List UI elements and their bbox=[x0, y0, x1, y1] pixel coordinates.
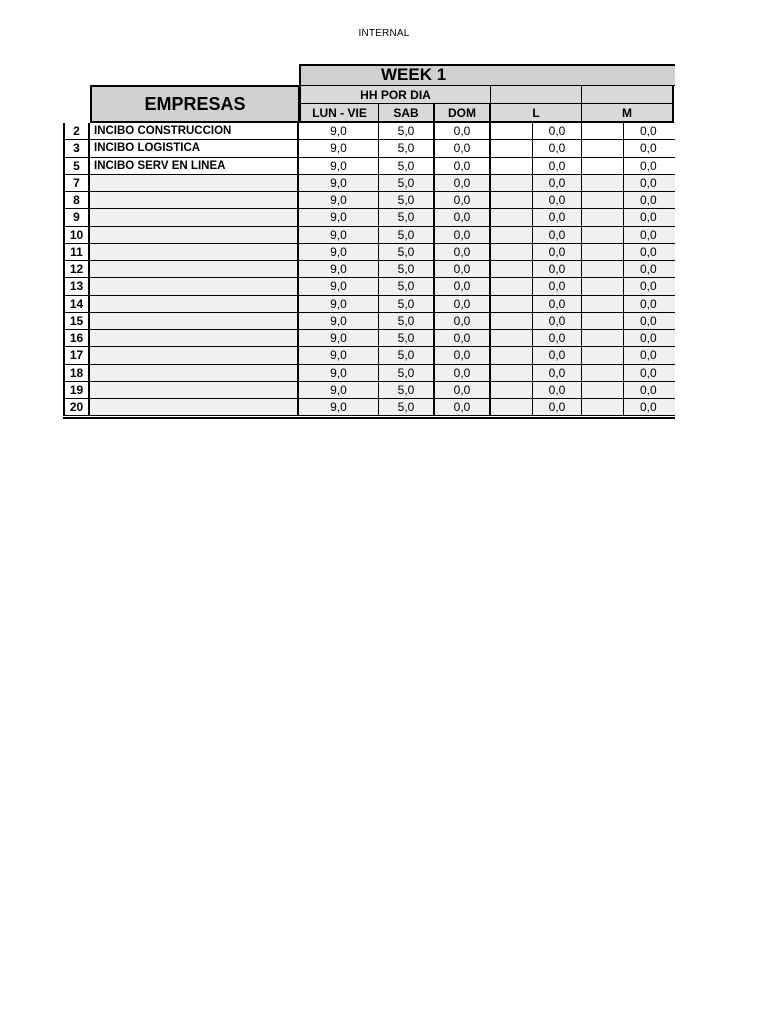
table-row bbox=[63, 399, 675, 416]
lun-vie-cell[interactable]: 9,0 bbox=[299, 347, 379, 364]
m-value-cell[interactable]: 0,0 bbox=[624, 158, 675, 175]
sab-cell[interactable]: 5,0 bbox=[379, 140, 435, 157]
table-bottom-border bbox=[63, 417, 675, 419]
m-value-cell[interactable]: 0,0 bbox=[624, 365, 675, 382]
m-value-cell[interactable]: 0,0 bbox=[624, 296, 675, 313]
table-row bbox=[63, 175, 675, 192]
l-value-cell[interactable]: 0,0 bbox=[533, 365, 582, 382]
l-value-cell[interactable]: 0,0 bbox=[533, 140, 582, 157]
table-row bbox=[63, 313, 675, 330]
l-blank-cell[interactable] bbox=[491, 399, 533, 416]
table-row bbox=[63, 140, 675, 157]
dom-cell[interactable]: 0,0 bbox=[435, 158, 491, 175]
l-value-cell[interactable]: 0,0 bbox=[533, 278, 582, 295]
table-row bbox=[63, 330, 675, 347]
m-blank-cell[interactable] bbox=[582, 330, 624, 347]
sab-cell[interactable]: 5,0 bbox=[379, 296, 435, 313]
table-row bbox=[63, 192, 675, 209]
lun-vie-cell[interactable]: 9,0 bbox=[299, 123, 379, 140]
row-number-cell[interactable]: 16 bbox=[63, 330, 90, 347]
l-value-cell[interactable]: 0,0 bbox=[533, 261, 582, 278]
sab-cell[interactable]: 5,0 bbox=[379, 227, 435, 244]
sab-cell[interactable]: 5,0 bbox=[379, 330, 435, 347]
empresa-cell[interactable] bbox=[90, 330, 299, 347]
lun-vie-cell[interactable]: 9,0 bbox=[299, 365, 379, 382]
dom-cell[interactable]: 0,0 bbox=[435, 261, 491, 278]
empresa-cell[interactable] bbox=[90, 313, 299, 330]
table-row bbox=[63, 365, 675, 382]
table-row bbox=[63, 296, 675, 313]
row-number-cell[interactable]: 3 bbox=[63, 140, 90, 157]
l-value-cell[interactable]: 0,0 bbox=[533, 399, 582, 416]
dom-cell[interactable]: 0,0 bbox=[435, 313, 491, 330]
table-row bbox=[63, 382, 675, 399]
m-blank-cell[interactable] bbox=[582, 278, 624, 295]
row-number-cell[interactable]: 7 bbox=[63, 175, 90, 192]
lun-vie-cell[interactable]: 9,0 bbox=[299, 175, 379, 192]
m-blank-cell[interactable] bbox=[582, 227, 624, 244]
empresa-cell[interactable] bbox=[90, 261, 299, 278]
m-blank-cell[interactable] bbox=[582, 313, 624, 330]
m-blank-cell[interactable] bbox=[582, 192, 624, 209]
table-row bbox=[63, 123, 675, 140]
m-blank-cell[interactable] bbox=[582, 158, 624, 175]
l-blank-cell[interactable] bbox=[491, 175, 533, 192]
row-number-cell[interactable]: 9 bbox=[63, 209, 90, 226]
row-number-cell[interactable]: 17 bbox=[63, 347, 90, 364]
sab-cell[interactable]: 5,0 bbox=[379, 123, 435, 140]
l-value-cell[interactable]: 0,0 bbox=[533, 296, 582, 313]
row-number-cell[interactable]: 11 bbox=[63, 244, 90, 261]
empresa-cell[interactable] bbox=[90, 347, 299, 364]
lun-vie-cell[interactable]: 9,0 bbox=[299, 140, 379, 157]
dom-cell[interactable]: 0,0 bbox=[435, 330, 491, 347]
row-number-cell[interactable]: 20 bbox=[63, 399, 90, 416]
empresa-cell[interactable] bbox=[90, 227, 299, 244]
l-blank-cell[interactable] bbox=[491, 313, 533, 330]
lun-vie-cell[interactable]: 9,0 bbox=[299, 261, 379, 278]
l-value-cell[interactable]: 0,0 bbox=[533, 244, 582, 261]
empresa-cell[interactable] bbox=[90, 296, 299, 313]
l-blank-cell[interactable] bbox=[491, 365, 533, 382]
table-row bbox=[63, 261, 675, 278]
row-number-cell[interactable]: 5 bbox=[63, 158, 90, 175]
row-number-cell[interactable]: 14 bbox=[63, 296, 90, 313]
dom-cell[interactable]: 0,0 bbox=[435, 347, 491, 364]
internal-label: INTERNAL bbox=[358, 28, 410, 39]
empresa-cell[interactable] bbox=[90, 244, 299, 261]
hh-por-dia-header[interactable]: HH POR DIA bbox=[299, 86, 491, 104]
l-blank-cell[interactable] bbox=[491, 140, 533, 157]
sab-cell[interactable]: 5,0 bbox=[379, 382, 435, 399]
dom-header[interactable]: DOM bbox=[435, 104, 491, 123]
row-number-cell[interactable]: 19 bbox=[63, 382, 90, 399]
l-blank-cell[interactable] bbox=[491, 296, 533, 313]
row-number-cell[interactable]: 13 bbox=[63, 278, 90, 295]
sab-cell[interactable]: 5,0 bbox=[379, 175, 435, 192]
l-value-cell[interactable]: 0,0 bbox=[533, 209, 582, 226]
dom-cell[interactable]: 0,0 bbox=[435, 244, 491, 261]
l-blank-cell[interactable] bbox=[491, 227, 533, 244]
sab-header[interactable]: SAB bbox=[379, 104, 435, 123]
l-header[interactable]: L bbox=[491, 104, 582, 123]
week-header-bar bbox=[299, 64, 675, 86]
l-blank-cell[interactable] bbox=[491, 158, 533, 175]
sab-cell[interactable]: 5,0 bbox=[379, 347, 435, 364]
l-value-cell[interactable]: 0,0 bbox=[533, 175, 582, 192]
dom-cell[interactable]: 0,0 bbox=[435, 140, 491, 157]
m-blank-cell[interactable] bbox=[582, 399, 624, 416]
lun-vie-cell[interactable]: 9,0 bbox=[299, 399, 379, 416]
empresa-cell[interactable]: INCIBO CONSTRUCCION bbox=[90, 123, 299, 140]
m-group-header[interactable] bbox=[582, 86, 674, 104]
dom-cell[interactable]: 0,0 bbox=[435, 296, 491, 313]
lun-vie-cell[interactable]: 9,0 bbox=[299, 278, 379, 295]
lun-vie-cell[interactable]: 9,0 bbox=[299, 227, 379, 244]
table-row bbox=[63, 158, 675, 175]
empresa-cell[interactable] bbox=[90, 399, 299, 416]
l-group-header[interactable] bbox=[491, 86, 582, 104]
row-number-cell[interactable]: 10 bbox=[63, 227, 90, 244]
l-value-cell[interactable]: 0,0 bbox=[533, 227, 582, 244]
lun-vie-header[interactable]: LUN - VIE bbox=[299, 104, 379, 123]
l-blank-cell[interactable] bbox=[491, 209, 533, 226]
m-value-cell[interactable]: 0,0 bbox=[624, 278, 675, 295]
row-number-cell[interactable]: 12 bbox=[63, 261, 90, 278]
m-blank-cell[interactable] bbox=[582, 140, 624, 157]
m-value-cell[interactable]: 0,0 bbox=[624, 261, 675, 278]
l-blank-cell[interactable] bbox=[491, 330, 533, 347]
m-blank-cell[interactable] bbox=[582, 261, 624, 278]
l-blank-cell[interactable] bbox=[491, 278, 533, 295]
l-blank-cell[interactable] bbox=[491, 261, 533, 278]
m-value-cell[interactable]: 0,0 bbox=[624, 244, 675, 261]
m-value-cell[interactable]: 0,0 bbox=[624, 330, 675, 347]
l-blank-cell[interactable] bbox=[491, 244, 533, 261]
l-value-cell[interactable]: 0,0 bbox=[533, 158, 582, 175]
m-value-cell[interactable]: 0,0 bbox=[624, 209, 675, 226]
lun-vie-cell[interactable]: 9,0 bbox=[299, 330, 379, 347]
m-value-cell[interactable]: 0,0 bbox=[624, 192, 675, 209]
m-blank-cell[interactable] bbox=[582, 296, 624, 313]
empresa-cell[interactable]: INCIBO LOGISTICA bbox=[90, 140, 299, 157]
m-blank-cell[interactable] bbox=[582, 347, 624, 364]
table-row bbox=[63, 244, 675, 261]
l-value-cell[interactable]: 0,0 bbox=[533, 382, 582, 399]
lun-vie-cell[interactable]: 9,0 bbox=[299, 296, 379, 313]
empresas-header[interactable]: EMPRESAS bbox=[90, 85, 300, 123]
table-row bbox=[63, 278, 675, 295]
l-value-cell[interactable]: 0,0 bbox=[533, 192, 582, 209]
row-number-cell[interactable]: 2 bbox=[63, 123, 90, 140]
m-blank-cell[interactable] bbox=[582, 365, 624, 382]
empresa-cell[interactable] bbox=[90, 192, 299, 209]
m-value-cell[interactable]: 0,0 bbox=[624, 313, 675, 330]
sab-cell[interactable]: 5,0 bbox=[379, 313, 435, 330]
dom-cell[interactable]: 0,0 bbox=[435, 192, 491, 209]
sab-cell[interactable]: 5,0 bbox=[379, 365, 435, 382]
lun-vie-cell[interactable]: 9,0 bbox=[299, 382, 379, 399]
dom-cell[interactable]: 0,0 bbox=[435, 399, 491, 416]
m-header[interactable]: M bbox=[582, 104, 674, 123]
dom-cell[interactable]: 0,0 bbox=[435, 209, 491, 226]
l-blank-cell[interactable] bbox=[491, 347, 533, 364]
empresa-cell[interactable]: INCIBO SERV EN LINEA bbox=[90, 158, 299, 175]
l-value-cell[interactable]: 0,0 bbox=[533, 313, 582, 330]
lun-vie-cell[interactable]: 9,0 bbox=[299, 209, 379, 226]
m-value-cell[interactable]: 0,0 bbox=[624, 123, 675, 140]
table-row bbox=[63, 227, 675, 244]
m-value-cell[interactable]: 0,0 bbox=[624, 227, 675, 244]
sab-cell[interactable]: 5,0 bbox=[379, 209, 435, 226]
sab-cell[interactable]: 5,0 bbox=[379, 244, 435, 261]
empresa-cell[interactable] bbox=[90, 175, 299, 192]
week-title: WEEK 1 bbox=[381, 65, 447, 84]
dom-cell[interactable]: 0,0 bbox=[435, 227, 491, 244]
lun-vie-cell[interactable]: 9,0 bbox=[299, 192, 379, 209]
l-value-cell[interactable]: 0,0 bbox=[533, 330, 582, 347]
sab-cell[interactable]: 5,0 bbox=[379, 261, 435, 278]
m-blank-cell[interactable] bbox=[582, 382, 624, 399]
l-blank-cell[interactable] bbox=[491, 123, 533, 140]
m-value-cell[interactable]: 0,0 bbox=[624, 347, 675, 364]
lun-vie-cell[interactable]: 9,0 bbox=[299, 158, 379, 175]
l-value-cell[interactable]: 0,0 bbox=[533, 347, 582, 364]
sab-cell[interactable]: 5,0 bbox=[379, 399, 435, 416]
sab-cell[interactable]: 5,0 bbox=[379, 192, 435, 209]
empresa-cell[interactable] bbox=[90, 365, 299, 382]
m-value-cell[interactable]: 0,0 bbox=[624, 175, 675, 192]
dom-cell[interactable]: 0,0 bbox=[435, 175, 491, 192]
m-blank-cell[interactable] bbox=[582, 244, 624, 261]
row-number-cell[interactable]: 8 bbox=[63, 192, 90, 209]
m-value-cell[interactable]: 0,0 bbox=[624, 399, 675, 416]
row-number-cell[interactable]: 15 bbox=[63, 313, 90, 330]
l-value-cell[interactable]: 0,0 bbox=[533, 123, 582, 140]
lun-vie-cell[interactable]: 9,0 bbox=[299, 244, 379, 261]
m-blank-cell[interactable] bbox=[582, 175, 624, 192]
sab-cell[interactable]: 5,0 bbox=[379, 278, 435, 295]
dom-cell[interactable]: 0,0 bbox=[435, 123, 491, 140]
row-number-cell[interactable]: 18 bbox=[63, 365, 90, 382]
m-value-cell[interactable]: 0,0 bbox=[624, 382, 675, 399]
dom-cell[interactable]: 0,0 bbox=[435, 278, 491, 295]
l-blank-cell[interactable] bbox=[491, 192, 533, 209]
m-blank-cell[interactable] bbox=[582, 209, 624, 226]
empresa-cell[interactable] bbox=[90, 278, 299, 295]
m-value-cell[interactable]: 0,0 bbox=[624, 140, 675, 157]
dom-cell[interactable]: 0,0 bbox=[435, 382, 491, 399]
sab-cell[interactable]: 5,0 bbox=[379, 158, 435, 175]
empresa-cell[interactable] bbox=[90, 209, 299, 226]
l-blank-cell[interactable] bbox=[491, 382, 533, 399]
table-row bbox=[63, 347, 675, 364]
lun-vie-cell[interactable]: 9,0 bbox=[299, 313, 379, 330]
m-blank-cell[interactable] bbox=[582, 123, 624, 140]
spreadsheet bbox=[63, 64, 675, 420]
empresa-cell[interactable] bbox=[90, 382, 299, 399]
dom-cell[interactable]: 0,0 bbox=[435, 365, 491, 382]
table-row bbox=[63, 209, 675, 226]
